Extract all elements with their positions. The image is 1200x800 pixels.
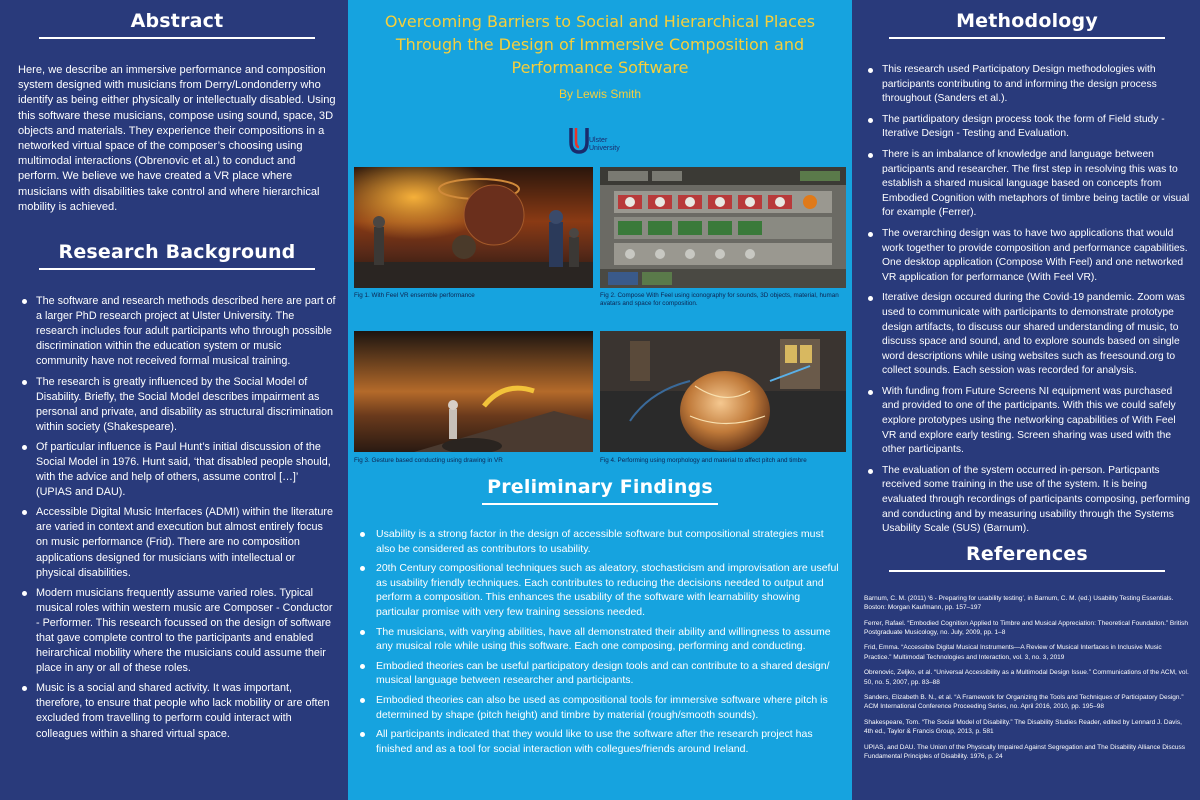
figure-2-image [600, 167, 846, 288]
preliminary-findings-heading-rule [482, 503, 718, 505]
figure-1-image [354, 167, 593, 288]
background-item: Accessible Digital Music Interfaces (ADMI) within the literature are varied in context and execution but almost entirely focus on music performance (Frid). There are no composition applications designed for musicians with intellectual or physical disabilities. [18, 505, 336, 580]
figure-3-caption: Fig 3. Gesture based conducting using drawing in VR [354, 457, 503, 464]
finding-item: The musicians, with varying abilities, have all demonstrated their ability and willingness to assume any musical role while using this software. Each one composing, performing and conducting. [356, 625, 840, 654]
reference-item: UPIAS, and DAU. The Union of the Physically Impaired Against Segregation and The Disability Alliance Discuss Fundamental Principles of Disability. 1976, p. 24 [864, 743, 1185, 761]
references-list [864, 594, 1190, 762]
preliminary-findings-heading: Preliminary Findings [487, 476, 713, 498]
methodology-item: With funding from Future Screens NI equipment was purchased and provided to one of the participants. With this we could safely explore prototypes using the networking capabilities of With Feel VR and explore early testing. Screen sharing was used with the other participants. [864, 385, 1190, 458]
abstract-heading: Abstract [130, 10, 224, 32]
references-heading: References [966, 542, 1088, 565]
findings-section [348, 476, 852, 761]
reference-item: Frid, Emma. “Accessible Digital Musical Instruments—A Review of Musical Interfaces in Inclusive Music Practice.” Multimodal Technologies and Interaction, vol. 3, no. 3, 2019 [864, 644, 1162, 661]
middle-column [348, 0, 852, 800]
methodology-item: The overarching design was to have two applications that would work together to provide composition and performance capabilities. One desktop application (Compose With Feel) and one networked VR application for performance (With Feel VR). [864, 227, 1190, 285]
ulster-university-logo [565, 126, 629, 160]
reference-item: Sanders, Elizabeth B. N., et al. “A Framework for Organizing the Tools and Techniques of Participatory Design.” ACM International Conference Proceeding Series, no. April 2016, 2010, pp. 195–98 [864, 694, 1184, 711]
methodology-item: Iterative design occured during the Covid-19 pandemic. Zoom was used to communicate with participants to demonstrate prototype design artifacts, to discuss our shared understanding of music, to discuss space and sound, and to explore sounds based on single word descriptions while using websites such as freesound.org to collect sounds. Each session was recorded for analysis. [864, 291, 1190, 379]
figure-4-image [600, 331, 846, 452]
methodology-heading-rule [889, 37, 1165, 39]
reference-item: Barnum, C. M. (2011) ‘6 - Preparing for usability testing’, in Barnum, C. M. (ed.) Usability Testing Essentials. Boston: Morgan Kaufmann, pp. 157–197 [864, 594, 1174, 612]
reference-item: Ferrer, Rafael. “Embodied Cognition Applied to Timbre and Musical Appreciation: Theoretical Foundation.” British Postgraduate Musicology, no. July, 2009, pp. 1–8 [864, 619, 1188, 637]
finding-item: Embodied theories can also be used as compositional tools for immersive software where pitch is determined by shape (pitch height) and timbre by material (rough/smooth sounds). [356, 693, 840, 722]
abstract-heading-rule [39, 37, 315, 39]
finding-item: 20th Century compositional techniques such as aleatory, stochasticism and improvisation are useful as usability friendly techniques. Each contributes to reducing the decisions needed to output and perform a composition. This enhances the usability of the software with learnability showing particular promise with very few training sessions needed. [356, 561, 840, 619]
methodology-item: This research used Participatory Design methodologies with participants contributing to and informing the design process throughout (Sanders et al.). [864, 63, 1190, 107]
figure-1-caption: Fig 1. With Feel VR ensemble performance [354, 292, 475, 299]
logo-wordmark-university: University [589, 145, 620, 152]
research-background-list [18, 294, 336, 742]
reference-item: Obrenovic, Zeljko, et al. “Universal Accessibility as a Multimodal Design Issue.” Communications of the ACM, vol. 50, no. 5, 2007, pp. 83–88 [864, 669, 1189, 686]
abstract-text: Here, we describe an immersive performance and composition system designed with musicians from Derry/Londonderry who identify as being either physically or intellectually disabled. Using this software these musicians, compose using sound, space, 3D objects and materials. They experience their compositions in a networked virtual space of the composer’s choosing using multimodal interactions (Obrenovic et al.) to conduct and perform. We believe we have created a VR place where musicians with disabilities take control and where hierarchical mobility is achieved. [18, 64, 336, 213]
methodology-item: There is an imbalance of knowledge and language between participants and researcher. The first step in resolving this was to establish a shared musical language based on concepts from Embodied Cognition with metaphors of timbre being tactile or visual for example (Ferrer). [864, 148, 1190, 221]
figure-4-caption: Fig 4. Performing using morphology and material to affect pitch and timbre [600, 457, 807, 464]
poster-title: Overcoming Barriers to Social and Hierarchical Places Through the Design of Immersive Composition and Performance Software [384, 12, 816, 77]
methodology-list [864, 63, 1190, 537]
research-background-heading: Research Background [58, 241, 296, 264]
figure-3-image [354, 331, 593, 452]
poster-author: By Lewis Smith [558, 87, 642, 101]
background-item: Of particular influence is Paul Hunt’s initial discussion of the Social Model in 1976. Hunt said, ‘that disabled people should, with the advice and help of others, assume control […]’ (UPIAS and DAU). [18, 440, 336, 500]
background-item: Modern musicians frequently assume varied roles. Typical musical roles within western music are Composer - Conductor - Performer. This research focussed on the design of software that gave complete control to the participants and enabled heirarchical mobility where the musicians could assume their place in any or all of these roles. [18, 586, 336, 677]
background-item: The research is greatly influenced by the Social Model of Disability. Briefly, the Social Model describes impairment as personal and private, and disability as structural discrimination within society (Shakespeare). [18, 375, 336, 435]
references-heading-rule [889, 570, 1165, 572]
finding-item: Usability is a strong factor in the design of accessible software but compositional strategies must also be considered as contributors to usability. [356, 527, 840, 556]
methodology-heading: Methodology [956, 10, 1098, 32]
finding-item: All participants indicated that they would like to use the software after the research project has finished and as a tool for social interaction with collegues/friends around Ireland. [356, 727, 840, 756]
background-item: The software and research methods described here are part of a larger PhD research project at Ulster University. The research includes four adult participants who through possible discrimination within the education system or music community have not received formal musical training. [18, 294, 336, 369]
reference-item: Shakespeare, Tom. “The Social Model of Disability.” The Disability Studies Reader, edited by Lennard J. Davis, 4th ed., Taylor & Francis Group, 2013, p. 581 [864, 718, 1182, 736]
preliminary-findings-list [348, 527, 852, 756]
right-column [852, 0, 1200, 800]
research-background-heading-rule [39, 268, 315, 270]
methodology-item: The evaluation of the system occurred in-person. Particpants received some training in the use of the system. It is being evaluated through recordings of participants composing, performing and conducting and by measuring usability through the Systems Usability Scale (SUS) (Barnum). [864, 464, 1190, 537]
logo-wordmark-ulster: Ulster [589, 137, 608, 144]
background-item: Music is a social and shared activity. It was important, therefore, to ensure that people who lack mobility or are often excluded from travelling to perform could interact with colleagues within a shared virtual space. [18, 681, 336, 741]
finding-item: Embodied theories can be useful participatory design tools and can contribute to a shared design/ musical language between researcher and participants. [356, 659, 840, 688]
left-column [0, 0, 348, 800]
figure-2-caption: Fig 2. Compose With Feel using iconography for sounds, 3D objects, material, human avatars and space for composition. [600, 292, 839, 307]
methodology-item: The partidipatory design process took the form of Field study - Iterative Design - Testing and Evaluation. [864, 113, 1190, 142]
